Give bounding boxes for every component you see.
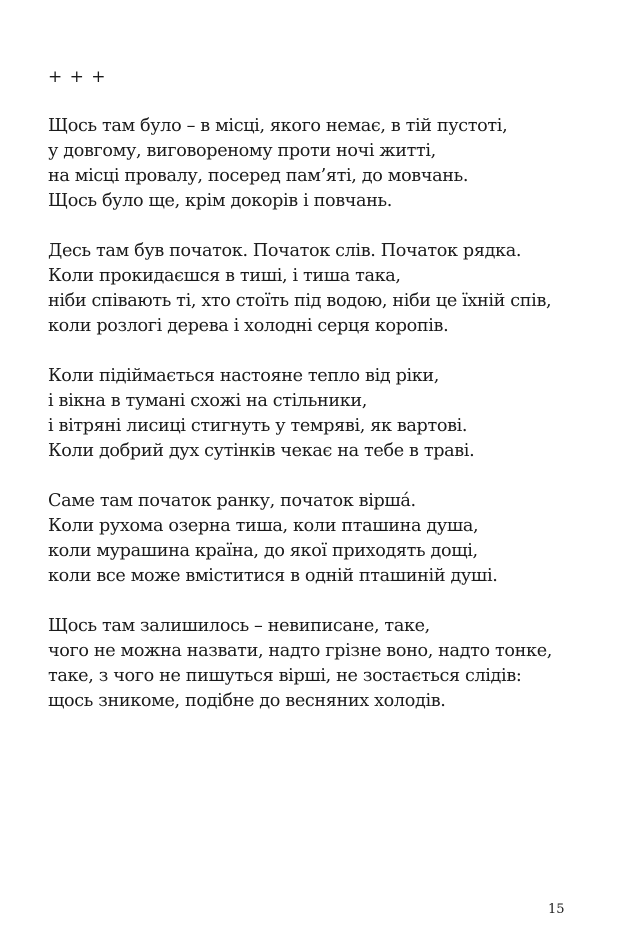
page-number: 15: [548, 902, 565, 917]
stanza-1: [48, 114, 628, 214]
poem-line: щось зникоме, подібне до весняних холодів.: [48, 691, 446, 711]
poem-line: чого не можна назвати, надто грізне воно, надто тонке,: [48, 641, 552, 661]
stanza-5: [48, 614, 628, 714]
stanza-3: [48, 364, 628, 464]
poem-separator: + + +: [48, 67, 107, 87]
poem-line: Щось там залишилось – невиписане, таке,: [48, 616, 430, 636]
stanza-2: [48, 239, 628, 339]
poem-line: Коли прокидаєшся в тиші, і тиша така,: [48, 266, 401, 286]
poem-line: Саме там початок ранку, початок віршá.: [48, 491, 416, 511]
poem-line: коли розлогі дерева і холодні серця коропів.: [48, 316, 449, 336]
poem-line: Десь там був початок. Початок слів. Початок рядка.: [48, 241, 522, 261]
poem-line: ніби співають ті, хто стоїть під водою, ніби це їхній спів,: [48, 291, 552, 311]
poem-line: Коли добрий дух сутінків чекає на тебе в траві.: [48, 441, 475, 461]
poem-line: Щось було ще, крім докорів і повчань.: [48, 191, 393, 211]
poem-line: Коли рухома озерна тиша, коли пташина душа,: [48, 516, 479, 536]
poem-line: Коли підіймається настояне тепло від ріки,: [48, 366, 440, 386]
poem: [48, 64, 628, 739]
poem-line: коли все може вміститися в одній пташиній душі.: [48, 566, 498, 586]
poem-line: на місці провалу, посеред пам’яті, до мовчань.: [48, 166, 469, 186]
poem-line: коли мурашина країна, до якої приходять дощі,: [48, 541, 478, 561]
poem-line: Щось там було – в місці, якого немає, в тій пустоті,: [48, 116, 508, 136]
poem-line: у довгому, виговореному проти ночі житті,: [48, 141, 436, 161]
poem-line: і вітряні лисиці стигнуть у темряві, як вартові.: [48, 416, 468, 436]
stanza-4: [48, 489, 628, 589]
poem-line: таке, з чого не пишуться вірші, не зостається слідів:: [48, 666, 522, 686]
poem-line: і вікна в тумані схожі на стільники,: [48, 391, 367, 411]
